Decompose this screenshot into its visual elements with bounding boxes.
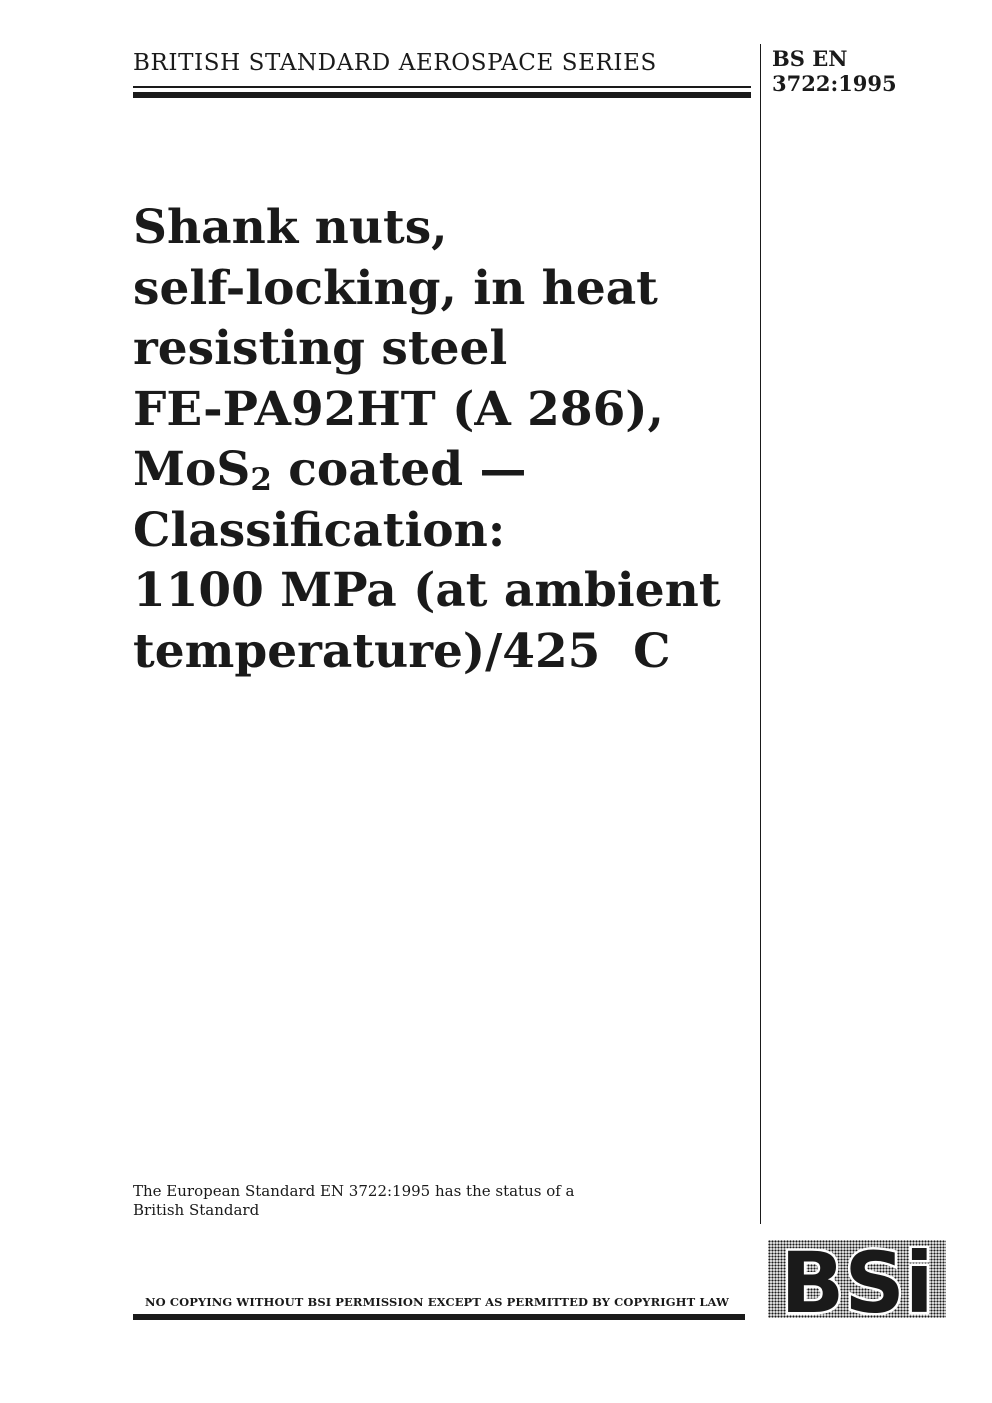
title-line-3: resisting steel	[133, 321, 508, 376]
status-line-2: British Standard	[133, 1201, 260, 1219]
series-heading: BRITISH STANDARD AEROSPACE SERIES	[133, 50, 657, 76]
document-title	[133, 198, 743, 682]
title-line-5	[133, 440, 743, 501]
bsi-logo-text: BSi	[780, 1240, 934, 1318]
status-note	[133, 1182, 733, 1220]
vertical-divider	[760, 44, 761, 1224]
title-line-4: FE-PA92HT (A 286),	[133, 381, 664, 437]
title-line-7: 1100 MPa (at ambient	[133, 563, 721, 618]
title-line-8: temperature)/425 C	[133, 623, 671, 679]
standard-number-line1: BS EN	[772, 46, 848, 71]
title-line-1: Shank nuts,	[133, 200, 448, 255]
title-line-2: self-locking, in heat	[133, 260, 658, 316]
title-line-5-subscript: 2	[250, 462, 272, 498]
status-line-1: The European Standard EN 3722:1995 has the status of a	[133, 1182, 575, 1200]
copyright-notice: NO COPYING WITHOUT BSI PERMISSION EXCEPT AS PERMITTED BY COPYRIGHT LAW	[145, 1295, 730, 1309]
standard-number-line2: 3722:1995	[772, 71, 897, 96]
standard-number	[772, 46, 897, 96]
header-rule-thick	[133, 92, 751, 98]
bsi-logo-icon	[768, 1240, 946, 1318]
title-line-6: Classification:	[133, 502, 506, 558]
title-line-5-rest: coated —	[271, 442, 527, 497]
footer-rule	[133, 1314, 745, 1320]
header-rule-thin	[133, 86, 751, 88]
title-line-5-main: MoS	[133, 442, 251, 497]
